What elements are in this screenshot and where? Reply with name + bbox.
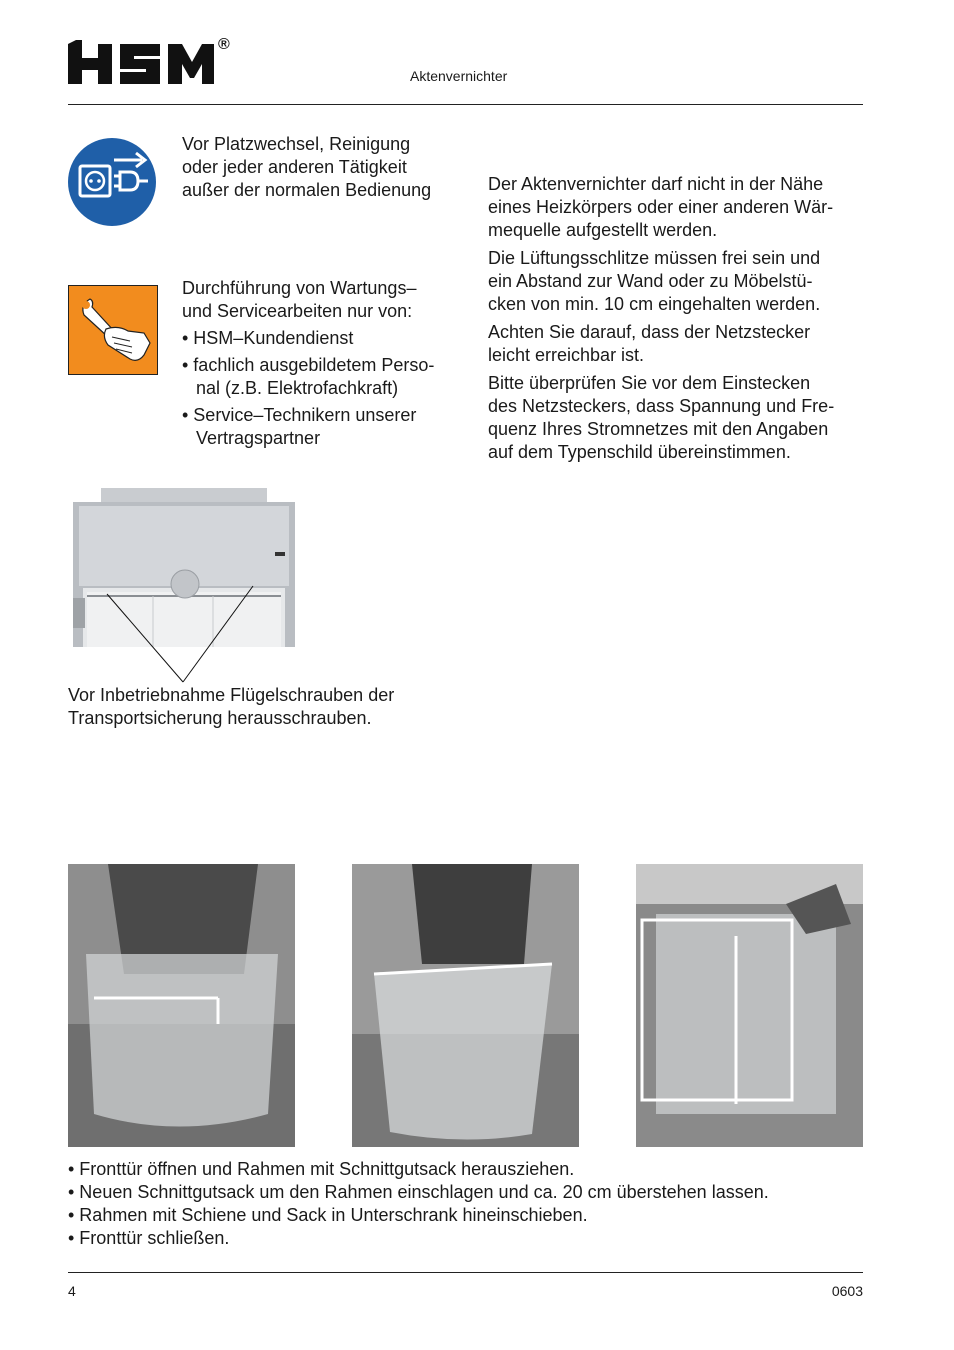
text-line: • Service–Technikern unserer	[182, 405, 417, 425]
list-item: • Rahmen mit Schiene und Sack in Unterschrank hineinschieben.	[68, 1205, 588, 1225]
footer-divider	[68, 1272, 863, 1273]
text-line: Der Aktenvernichter darf nicht in der Nähe	[488, 174, 824, 194]
paragraph	[488, 173, 863, 242]
photo-frame-insertion	[636, 864, 863, 1147]
text-line: Vor Platzwechsel, Reinigung	[182, 134, 411, 154]
list-item	[182, 354, 462, 400]
header-divider	[68, 104, 863, 105]
text-line: nal (z.B. Elektrofachkraft)	[196, 378, 399, 398]
text-line: • fachlich ausgebildetem Perso-	[182, 355, 435, 375]
text-line: cken von min. 10 cm eingehalten werden.	[488, 294, 821, 314]
text-line: • HSM–Kundendienst	[182, 328, 354, 348]
photo-frame-removal	[68, 864, 295, 1147]
transport-lock-caption	[68, 684, 448, 730]
text-line: Vor Inbetriebnahme Flügelschrauben der	[68, 685, 395, 705]
bag-change-instructions	[68, 1158, 863, 1250]
text-line: Die Lüftungsschlitze müssen frei sein und	[488, 248, 821, 268]
installation-notes	[488, 173, 863, 469]
paragraph	[488, 247, 863, 316]
list-item: • Fronttür öffnen und Rahmen mit Schnittgutsack herausziehen.	[68, 1159, 575, 1179]
registered-mark: ®	[218, 36, 230, 53]
list-item: • Fronttür schließen.	[68, 1228, 230, 1248]
document-title: Aktenvernichter	[410, 68, 508, 84]
document-code: 0603	[831, 1283, 863, 1299]
text-line: oder jeder anderen Tätigkeit	[182, 157, 407, 177]
text-line: und Servicearbeiten nur von:	[182, 301, 413, 321]
unplug-icon	[68, 138, 156, 226]
paragraph	[488, 321, 863, 367]
paragraph	[488, 372, 863, 464]
service-instructions	[182, 277, 462, 454]
text-line: ein Abstand zur Wand oder zu Möbelstü-	[488, 271, 813, 291]
text-line: leicht erreichbar ist.	[488, 345, 645, 365]
text-line: quenz Ihres Stromnetzes mit den Angaben	[488, 419, 829, 439]
list-item	[182, 404, 462, 450]
page-number: 4	[68, 1283, 76, 1299]
text-line: auf dem Typenschild übereinstimmen.	[488, 442, 791, 462]
text-line: Bitte überprüfen Sie vor dem Einstecken	[488, 373, 811, 393]
text-line: des Netzsteckers, dass Spannung und Fre-	[488, 396, 835, 416]
shredder-photo	[73, 488, 295, 688]
photo-bag-wrapping	[352, 864, 579, 1147]
list-item	[182, 327, 462, 350]
text-line: Transportsicherung herausschrauben.	[68, 708, 372, 728]
text-line: Durchführung von Wartungs–	[182, 278, 417, 298]
text-line: Achten Sie darauf, dass der Netzstecker	[488, 322, 811, 342]
text-line: eines Heizkörpers oder einer anderen Wär-	[488, 197, 834, 217]
unplug-warning-text	[182, 133, 462, 202]
wrench-hand-icon	[68, 285, 158, 375]
text-line: Vertragspartner	[196, 428, 321, 448]
list-item: • Neuen Schnittgutsack um den Rahmen einschlagen und ca. 20 cm überstehen lassen.	[68, 1182, 769, 1202]
text-line: außer der normalen Bedienung	[182, 180, 432, 200]
text-line: mequelle aufgestellt werden.	[488, 220, 718, 240]
